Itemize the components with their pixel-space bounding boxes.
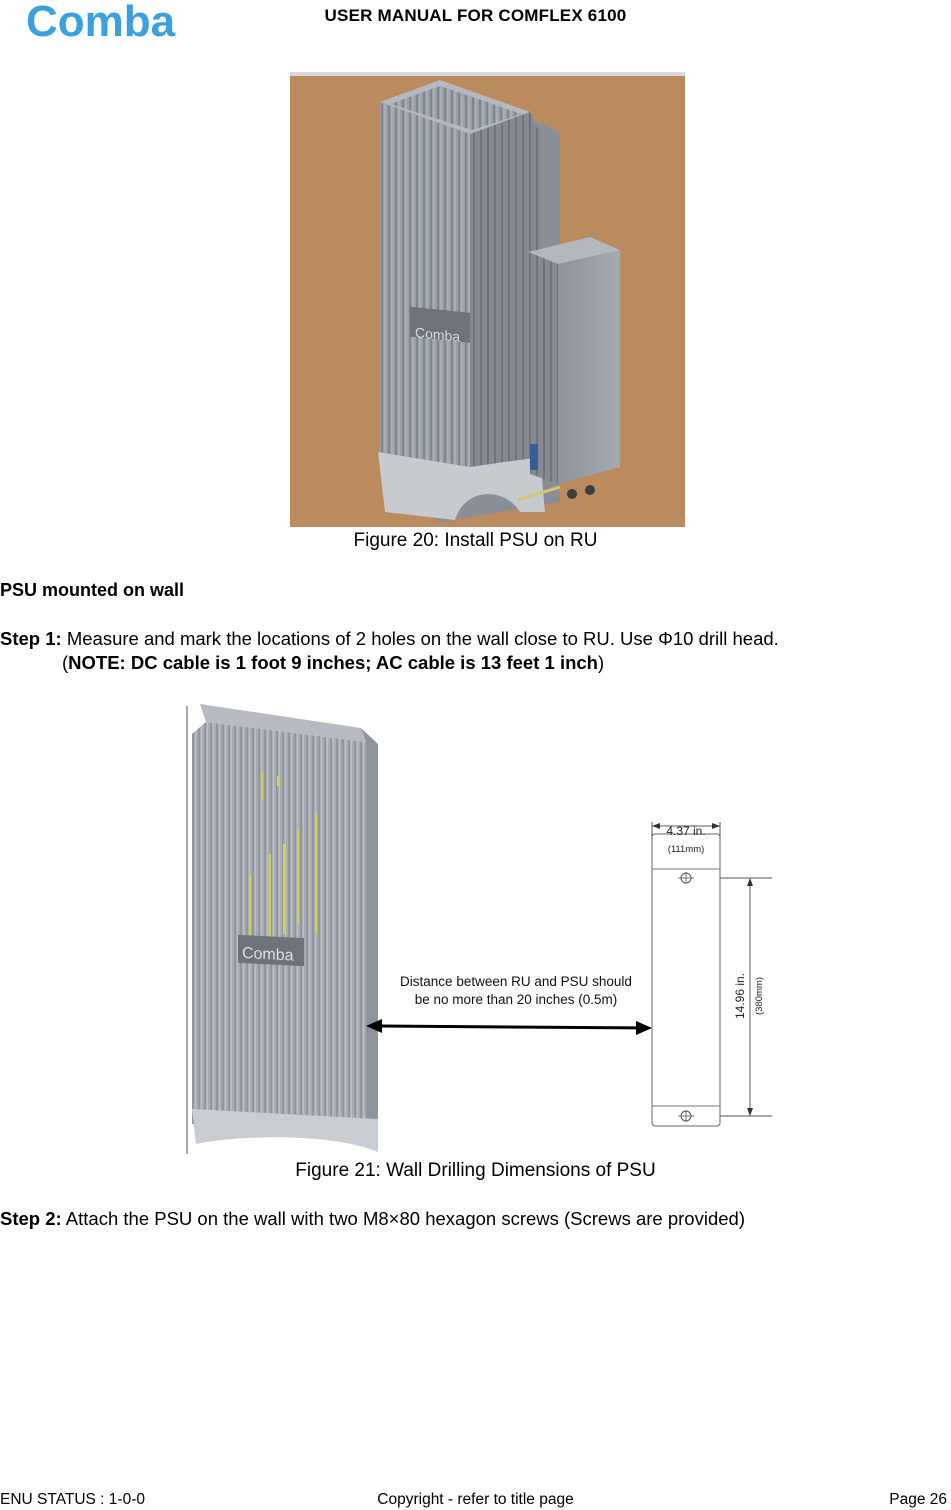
step1-note	[62, 652, 604, 674]
svg-text:14.96 in.: 14.96 in.	[733, 972, 747, 1020]
svg-text:(111mm): (111mm)	[667, 844, 705, 855]
svg-text:(380mm): (380mm)	[754, 976, 765, 1016]
step2-label: Step 2:	[0, 1208, 62, 1229]
step2-body: Attach the PSU on the wall with two M8×80 hexagon screws (Screws are provided)	[61, 1208, 745, 1229]
svg-text:Comba: Comba	[415, 324, 461, 345]
figure21-caption: Figure 21: Wall Drilling Dimensions of PSU	[295, 1160, 656, 1181]
footer-copyright: Copyright - refer to title page	[377, 1491, 574, 1508]
svg-text:4.37 in.: 4.37 in.	[666, 824, 706, 838]
svg-text:Comba: Comba	[26, 0, 176, 42]
install-psu-figure	[290, 72, 685, 527]
note-bold-text: NOTE: DC cable is 1 foot 9 inches; AC cable is 13 feet 1 inch	[68, 652, 598, 673]
svg-text:Distance between RU and PSU sh: Distance between RU and PSU should	[400, 974, 632, 989]
note-close-paren: )	[597, 652, 605, 673]
step1-body: Measure and mark the locations of 2 holes on the wall close to RU. Use Φ10 drill head.	[61, 628, 779, 649]
section-title: PSU mounted on wall	[0, 580, 185, 600]
svg-text:Comba: Comba	[242, 944, 294, 965]
step1-text	[0, 628, 779, 650]
step1-label: Step 1:	[0, 628, 62, 649]
note-open-paren: (	[62, 652, 69, 673]
step2-text	[0, 1208, 745, 1230]
svg-text:be no more than 20 inches (0.5: be no more than 20 inches (0.5m)	[414, 992, 618, 1007]
footer-status: ENU STATUS : 1-0-0	[0, 1491, 145, 1508]
footer-page-number: Page 26	[889, 1491, 947, 1508]
document-title: USER MANUAL FOR COMFLEX 6100	[324, 6, 627, 25]
wall-drilling-figure	[186, 704, 786, 1154]
figure20-caption: Figure 20: Install PSU on RU	[353, 530, 598, 551]
